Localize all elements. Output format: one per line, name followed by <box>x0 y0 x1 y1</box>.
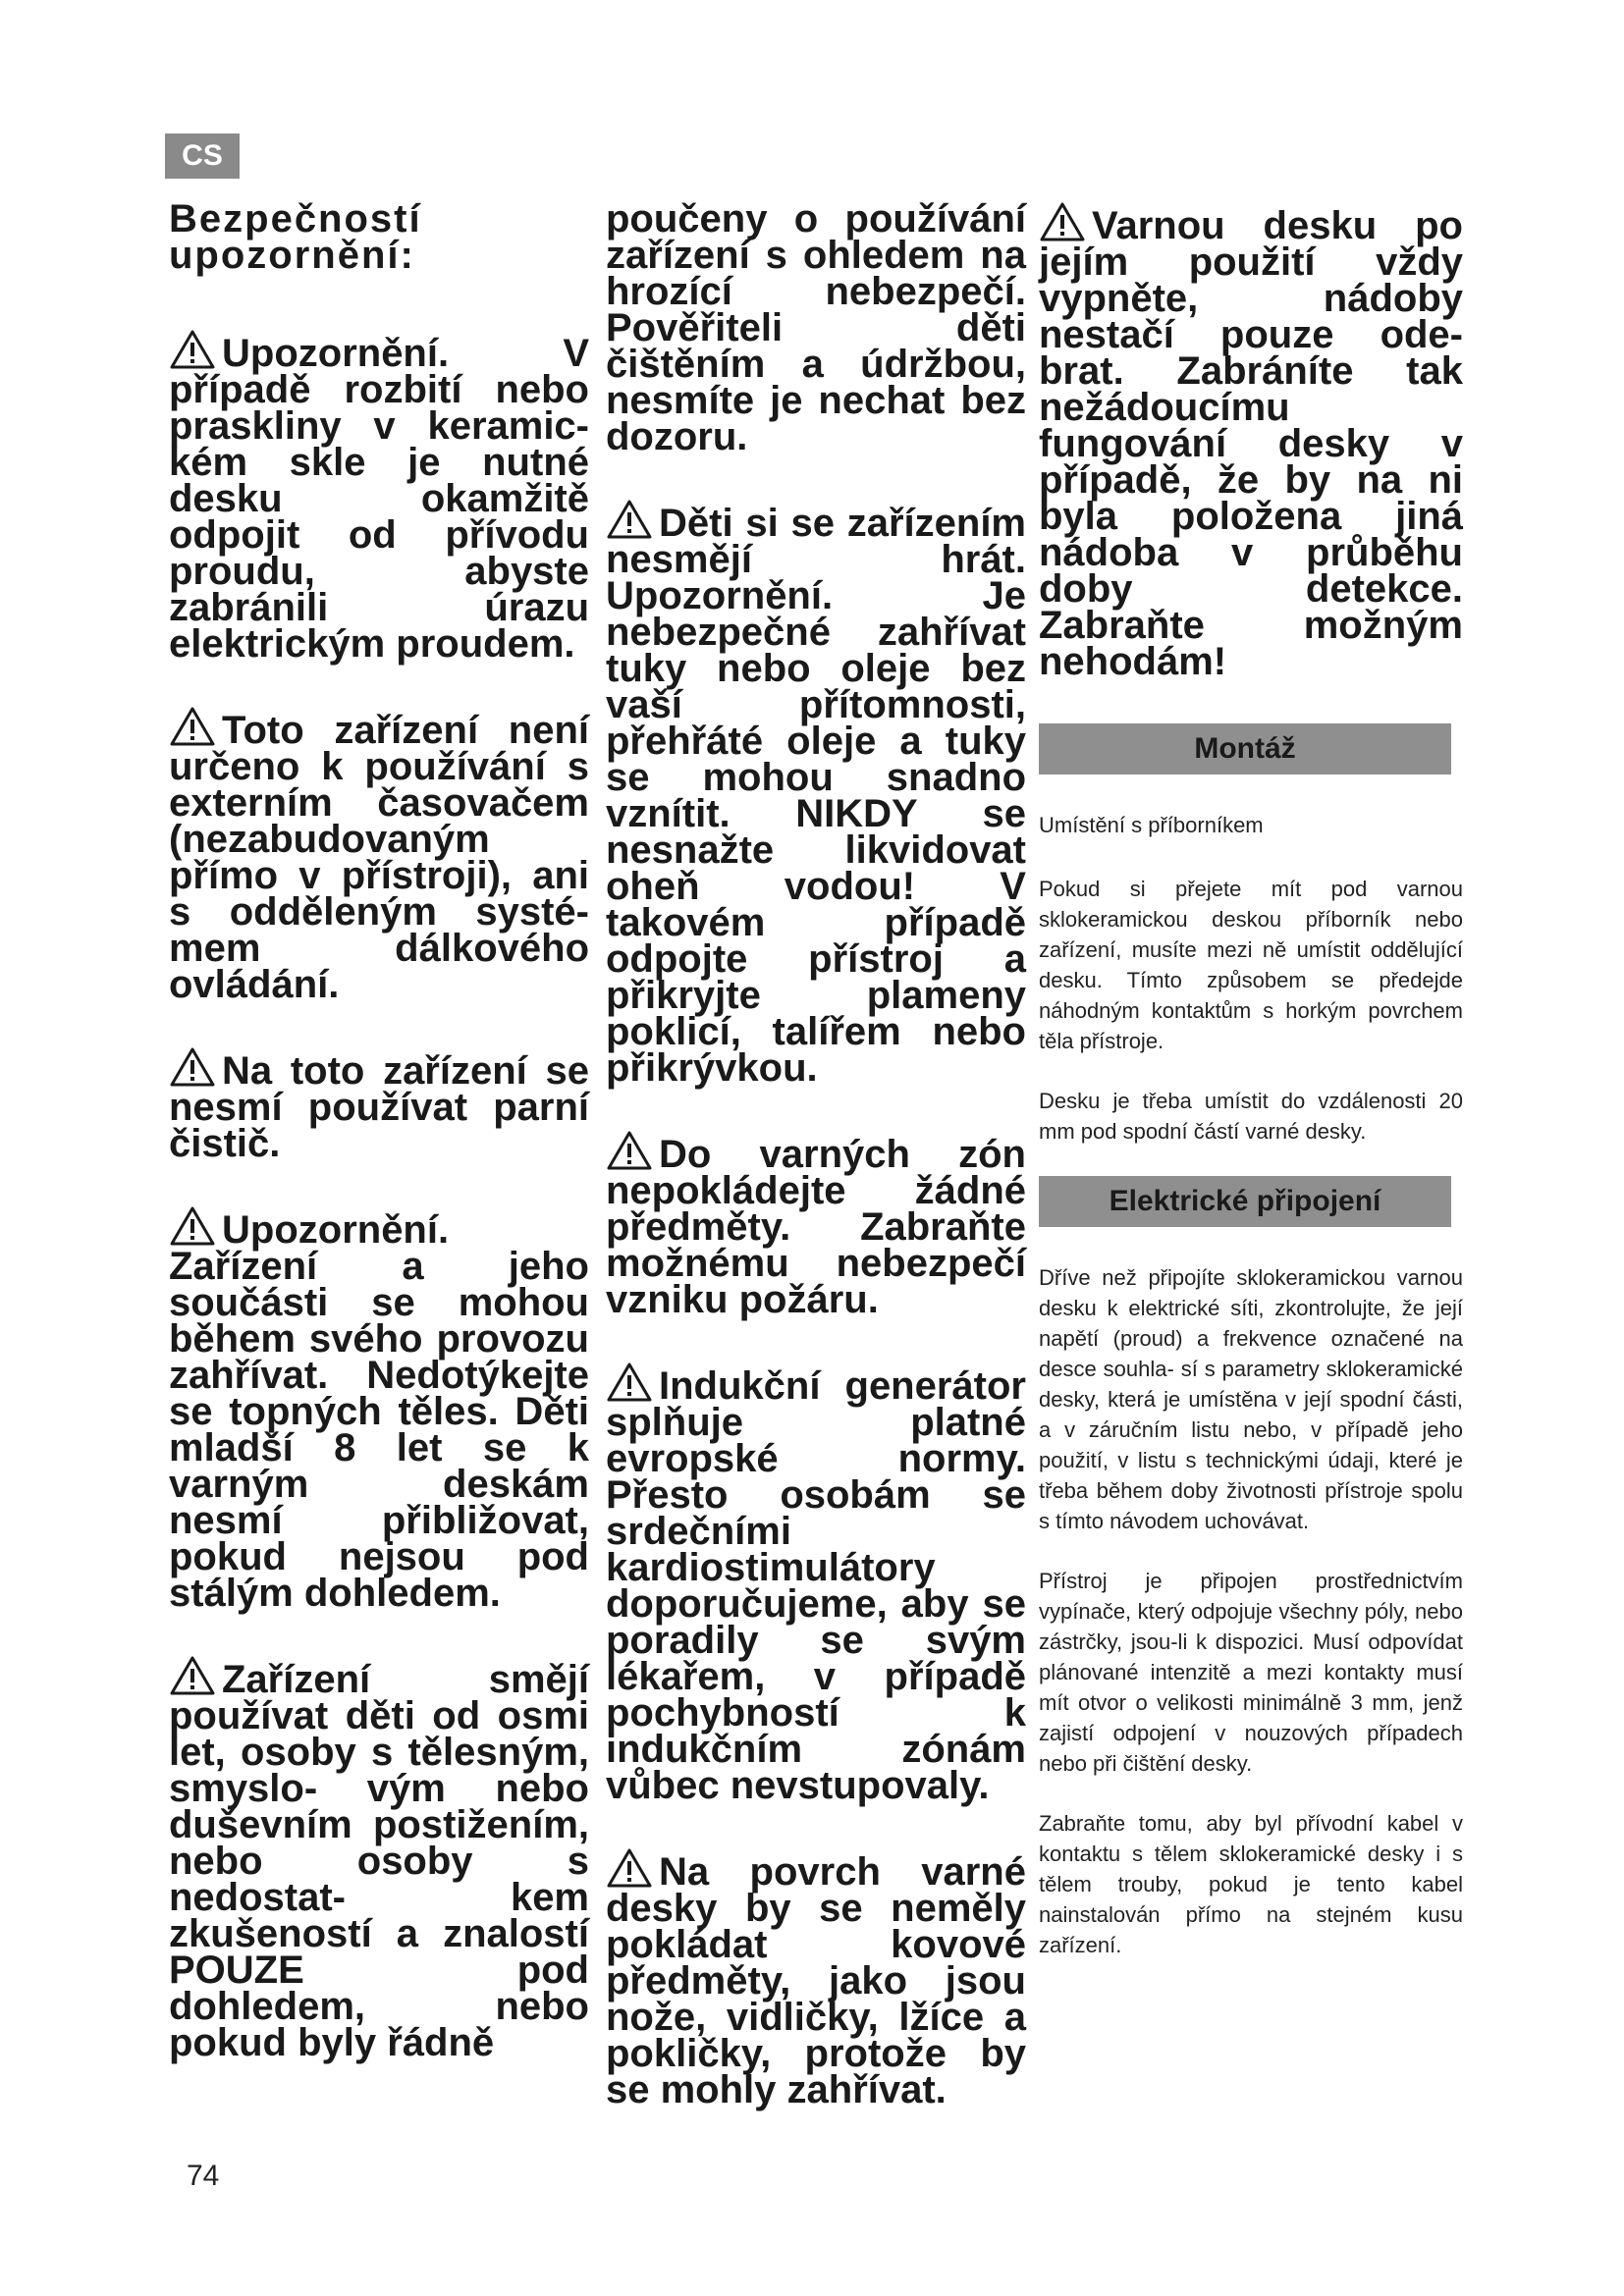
warning-paragraph <box>606 499 1026 1090</box>
warning-paragraph <box>606 1847 1026 2109</box>
section-heading: Bezpečností upozornění: <box>169 197 422 277</box>
column-3 <box>1039 201 1463 1990</box>
body-paragraph: Desku je třeba umístit do vzdálenosti 20 mm pod spodní částí varné desky. <box>1039 1089 1463 1144</box>
section-title-electrical: Elektrické připojení <box>1039 1176 1451 1227</box>
paragraph-text: Indukční generátor splňuje platné evropské normy. Přesto osobám se srdečními kardiostimulátory doporučujeme, aby se poradily se svým lékařem, v případě pochybností k indukčním zónám vůbec nevstupovaly. <box>606 1364 1026 1807</box>
column-2 <box>606 197 1026 2152</box>
language-tag: CS <box>165 133 240 179</box>
paragraph-text: Upozornění. V případě rozbití nebo praskliny v keramic- kém skle je nutné desku okamžitě odpojit od přívodu proudu, abyste zabránili úrazu elektrickým proudem. <box>169 332 589 666</box>
paragraph-text: Na toto zařízení se nesmí používat parní čistič. <box>169 1049 589 1165</box>
warning-paragraph <box>169 329 589 666</box>
paragraph: poučeny o používání zařízení s ohledem na hrozící nebezpečí. Pověřiteli děti čištěním a údržbou, nesmíte je nechat bez dozoru. <box>606 197 1026 458</box>
warning-triangle-icon <box>169 1046 216 1088</box>
warning-triangle-icon <box>169 329 216 370</box>
paragraph-text: Upozornění. Zařízení a jeho součásti se mohou během svého provozu zahřívat. Nedotýkejte se topných těles. Děti mladší 8 let se k varným deskám nesmí přibližovat, pokud nejsou pod stálým dohledem. <box>169 1208 589 1615</box>
paragraph-text: Varnou desku po jejím použití vždy vypněte, nádoby nestačí pouze ode- brat. Zabráníte tak nežádoucímu fungování desky v případě, že by na ni byla položena jiná nádoba v průběhu doby detekce. Zabraňte možným nehodám! <box>1039 204 1463 683</box>
body-paragraph: Pokud si přejete mít pod varnou sklokeramickou deskou příborník nebo zařízení, musíte mezi ně umístit oddělující desku. Tímto způsobem se předejde náhodným kontaktům s horkým povrchem těla přístroje. <box>1039 877 1463 1053</box>
body-paragraph: Zabraňte tomu, aby byl přívodní kabel v kontaktu s tělem sklokeramické desky i s tělem trouby, pokud je tento kabel nainstalován přímo na stejném kusu zařízení. <box>1039 1811 1463 1957</box>
paragraph-text: Na povrch varné desky by se neměly pokládat kovové předměty, jako jsou nože, vidličky, lžíce a pokličky, protože by se mohly zahřívat. <box>606 1850 1026 2111</box>
page-number: 74 <box>187 2160 220 2192</box>
warning-paragraph <box>606 1130 1026 1321</box>
warning-paragraph <box>169 1046 589 1165</box>
warning-paragraph <box>1039 201 1463 683</box>
paragraph-text: Děti si se zařízením nesmějí hrát. Upozornění. Je nebezpečné zahřívat tuky nebo oleje bez vaší přítomnosti, přehřáté oleje a tuky se mohou snadno vznítit. NIKDY se nesnažte likvidovat oheň vodou! V takovém případě odpojte přístroj a přikryjte plameny poklicí, talířem nebo přikrývkou. <box>606 502 1026 1090</box>
warning-triangle-icon <box>1039 201 1086 242</box>
section-subtitle: Umístění s příborníkem <box>1039 813 1264 837</box>
section-title-montaz: Montáž <box>1039 723 1451 774</box>
body-paragraph: Přístroj je připojen prostřednictvím vypínače, který odpojuje všechny póly, nebo zástrčky, jsou-li k dispozici. Musí odpovídat plánované intenzitě a mezi kontakty musí mít otvor o velikosti minimálně 3 mm, jenž zajistí odpojení v nouzových případech nebo při čištění desky. <box>1039 1569 1463 1776</box>
paragraph-text: Do varných zón nepokládejte žádné předměty. Zabraňte možnému nebezpečí vzniku požáru. <box>606 1133 1026 1321</box>
warning-triangle-icon <box>606 1362 653 1403</box>
column-1 <box>169 197 589 2105</box>
warning-triangle-icon <box>169 1205 216 1247</box>
warning-triangle-icon <box>606 1130 653 1171</box>
warning-triangle-icon <box>169 706 216 747</box>
warning-paragraph <box>606 1362 1026 1807</box>
warning-triangle-icon <box>606 499 653 540</box>
warning-triangle-icon <box>169 1655 216 1696</box>
warning-paragraph <box>169 706 589 1006</box>
paragraph-text: Toto zařízení není určeno k používání s externím časovačem (nezabudovaným přímo v přístroji), ani s odděleným systé- mem dálkového ovládání. <box>169 709 589 1006</box>
warning-paragraph <box>169 1655 589 2064</box>
warning-paragraph <box>169 1205 589 1615</box>
body-paragraph: Dříve než připojíte sklokeramickou varnou desku k elektrické síti, zkontrolujte, že její napětí (proud) a frekvence označené na desce souhla- sí s parametry sklokeramické desky, která je umístěna v její spodní části, a v záručním listu nebo, v případě jeho použití, v listu s technickými údaji, které je třeba během doby životnosti přístroje spolu s tímto návodem uchovávat. <box>1039 1265 1463 1533</box>
warning-triangle-icon <box>606 1847 653 1889</box>
paragraph-text: Zařízení smějí používat děti od osmi let, osoby s tělesným, smyslo- vým nebo duševním postižením, nebo osoby s nedostat- kem zkušeností a znalostí POUZE pod dohledem, nebo pokud byly řádně <box>169 1658 589 2064</box>
